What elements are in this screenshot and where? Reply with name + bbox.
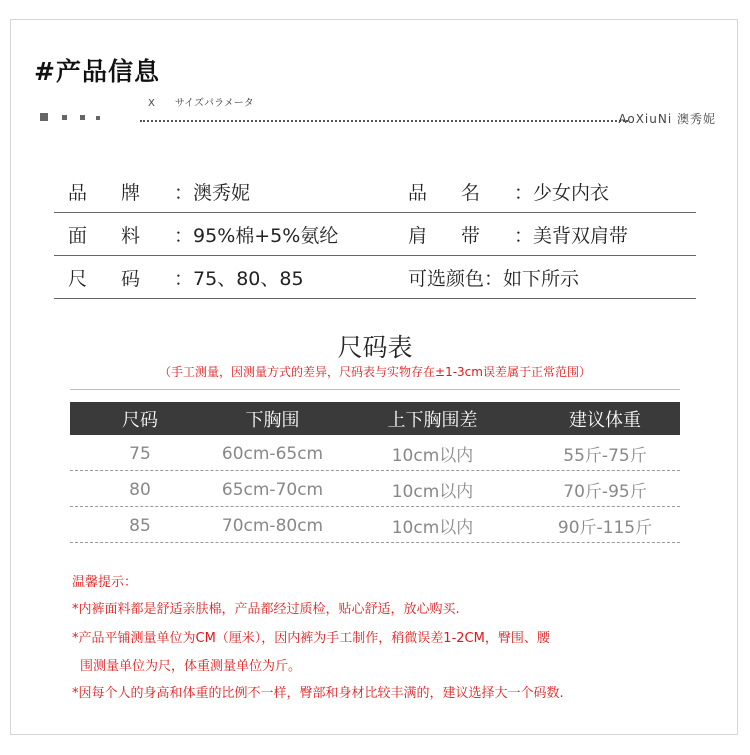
size-table-header [70,402,680,435]
tip-line: *因每个人的身高和体重的比例不一样，臀部和身材比较丰满的，建议选择大一个码数. [72,686,564,701]
cell-weight: 90斤-115斤 [557,518,653,538]
cell-size: 85 [129,515,151,536]
brand-tag: AoXiuNi 澳秀妮 [618,112,716,126]
cell-underbust: 70cm-80cm [221,515,324,536]
cell-weight: 55斤-75斤 [563,446,647,466]
table-row [70,507,680,543]
table-row [70,471,680,507]
dotted-line [140,120,628,122]
info-cell-left: 面料：95%棉+5%氨纶 [68,225,339,247]
header-underbust: 下胸围 [245,409,300,431]
decorative-divider [40,112,720,126]
info-cell-left: 尺码：75、80、85 [68,268,304,290]
header-size: 尺码 [122,409,158,431]
page-title: #产品信息 [34,57,160,86]
cell-size: 80 [129,479,151,500]
cell-weight: 70斤-95斤 [563,482,647,502]
tips-heading: 温馨提示： [72,575,138,590]
info-cell-left: 品牌：澳秀妮 [68,182,251,204]
header-bust-difference: 上下胸围差 [387,409,478,431]
divider-line [70,389,680,390]
divider-square [80,115,85,120]
size-table-note: （手工测量，因测量方式的差异，尺码表与实物存在±1-3cm误差属于正常范围） [159,365,591,379]
info-cell-right: 可选颜色：如下所示 [408,268,580,290]
info-row [54,170,696,213]
tip-line: *内裤面料都是舒适亲肤棉，产品都经过质检，贴心舒适，放心购买. [72,602,460,617]
product-info-table [54,170,696,299]
cell-underbust: 65cm-70cm [221,479,324,500]
cell-underbust: 60cm-65cm [221,443,324,464]
table-row [70,435,680,471]
size-table-title: 尺码表 [337,333,413,362]
cell-size: 75 [129,443,151,464]
subtitle-japanese: X サイズパラメータ [148,98,254,109]
header-weight: 建议体重 [569,409,641,431]
divider-square [96,116,100,120]
info-cell-right: 肩带：美背双肩带 [408,225,629,247]
tip-line: *产品平铺测量单位为CM（厘米），因内裤为手工制作，稍微误差1-2CM，臀围、腰 [72,631,550,646]
divider-square [62,115,67,120]
info-row [54,256,696,299]
cell-bust-difference: 10cm以内 [391,482,474,502]
info-cell-right: 品名：少女内衣 [408,182,610,204]
info-row [54,213,696,256]
divider-square-large [40,113,48,121]
cell-bust-difference: 10cm以内 [391,446,474,466]
cell-bust-difference: 10cm以内 [391,518,474,538]
tip-line: 围测量单位为尺，体重测量单位为斤。 [80,659,302,674]
size-table [70,402,680,543]
